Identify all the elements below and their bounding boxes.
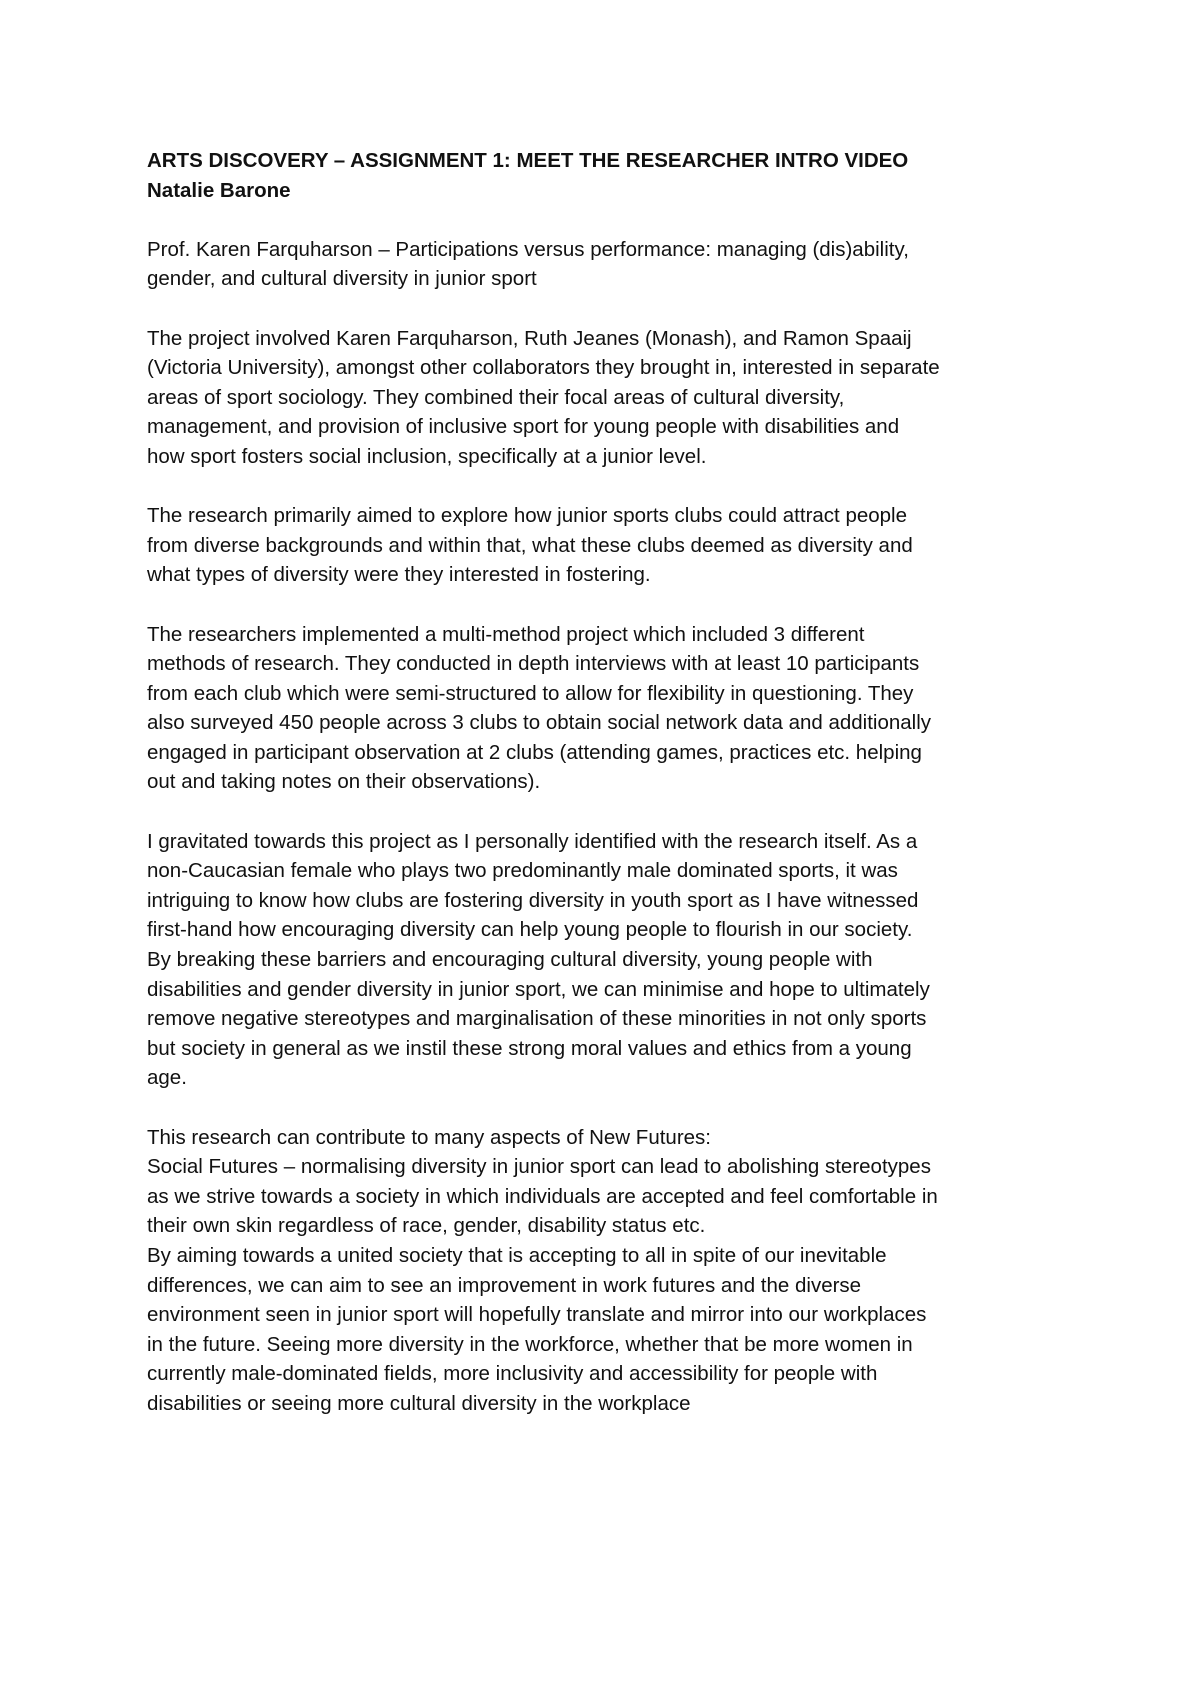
text-line: By aiming towards a united society that is accepting to all in spite of our inevitable	[147, 1243, 887, 1267]
text-line: By breaking these barriers and encouraging cultural diversity, young people with	[147, 948, 873, 972]
text-line: in the future. Seeing more diversity in the workforce, whether that be more women in	[147, 1332, 913, 1356]
text-line: remove negative stereotypes and marginalisation of these minorities in not only sports	[147, 1007, 927, 1031]
text-line: (Victoria University), amongst other collaborators they brought in, interested in separate	[147, 356, 940, 380]
document-body	[147, 235, 1067, 1419]
text-line: areas of sport sociology. They combined their focal areas of cultural diversity,	[147, 385, 845, 409]
text-line: environment seen in junior sport will hopefully translate and mirror into our workplaces	[147, 1303, 927, 1327]
text-line: first-hand how encouraging diversity can help young people to flourish in our society.	[147, 918, 913, 942]
text-line: what types of diversity were they interested in fostering.	[147, 563, 651, 587]
paragraph	[147, 501, 1067, 590]
text-line: This research can contribute to many aspects of New Futures:	[147, 1125, 712, 1149]
text-line: The researchers implemented a multi-method project which included 3 different	[147, 622, 865, 646]
text-line: out and taking notes on their observations).	[147, 770, 541, 794]
text-line: as we strive towards a society in which individuals are accepted and feel comfortable in	[147, 1184, 938, 1208]
text-line: methods of research. They conducted in depth interviews with at least 10 participants	[147, 652, 920, 676]
text-line: gender, and cultural diversity in junior sport	[147, 267, 537, 291]
text-line: differences, we can aim to see an improvement in work futures and the diverse	[147, 1273, 862, 1297]
text-line: disabilities and gender diversity in junior sport, we can minimise and hope to ultimately	[147, 977, 930, 1001]
author-name: Natalie Barone	[147, 178, 291, 202]
text-line: intriguing to know how clubs are fostering diversity in youth sport as I have witnessed	[147, 888, 919, 912]
paragraph	[147, 827, 1067, 1093]
paragraph	[147, 1123, 1067, 1419]
text-line: management, and provision of inclusive sport for young people with disabilities and	[147, 415, 900, 439]
text-line: currently male-dominated fields, more inclusivity and accessibility for people with	[147, 1362, 878, 1386]
text-line: engaged in participant observation at 2 clubs (attending games, practices etc. helping	[147, 740, 922, 764]
spacer	[147, 205, 1067, 235]
document-title: ARTS DISCOVERY – ASSIGNMENT 1: MEET THE RESEARCHER INTRO VIDEO	[147, 149, 909, 172]
text-line: from diverse backgrounds and within that, what these clubs deemed as diversity and	[147, 533, 913, 557]
paragraph	[147, 235, 1067, 294]
paragraph	[147, 324, 1067, 472]
text-line: also surveyed 450 people across 3 clubs to obtain social network data and additionally	[147, 711, 932, 735]
text-line: The research primarily aimed to explore how junior sports clubs could attract people	[147, 504, 908, 528]
text-line: but society in general as we instil these strong moral values and ethics from a young	[147, 1036, 912, 1060]
text-line: age.	[147, 1066, 187, 1090]
text-line: I gravitated towards this project as I personally identified with the research itself. As a	[147, 829, 918, 853]
text-line: The project involved Karen Farquharson, Ruth Jeanes (Monash), and Ramon Spaaij	[147, 326, 912, 350]
text-line: how sport fosters social inclusion, specifically at a junior level.	[147, 444, 707, 468]
text-line: Prof. Karen Farquharson – Participations versus performance: managing (dis)ability,	[147, 237, 909, 261]
document-page	[147, 146, 1067, 1448]
text-line: non-Caucasian female who plays two predominantly male dominated sports, it was	[147, 859, 898, 883]
paragraph	[147, 620, 1067, 798]
text-line: their own skin regardless of race, gender, disability status etc.	[147, 1214, 706, 1238]
text-line: disabilities or seeing more cultural diversity in the workplace	[147, 1391, 691, 1415]
text-line: from each club which were semi-structured to allow for flexibility in questioning. They	[147, 681, 914, 705]
text-line: Social Futures – normalising diversity in junior sport can lead to abolishing stereotypes	[147, 1155, 931, 1179]
